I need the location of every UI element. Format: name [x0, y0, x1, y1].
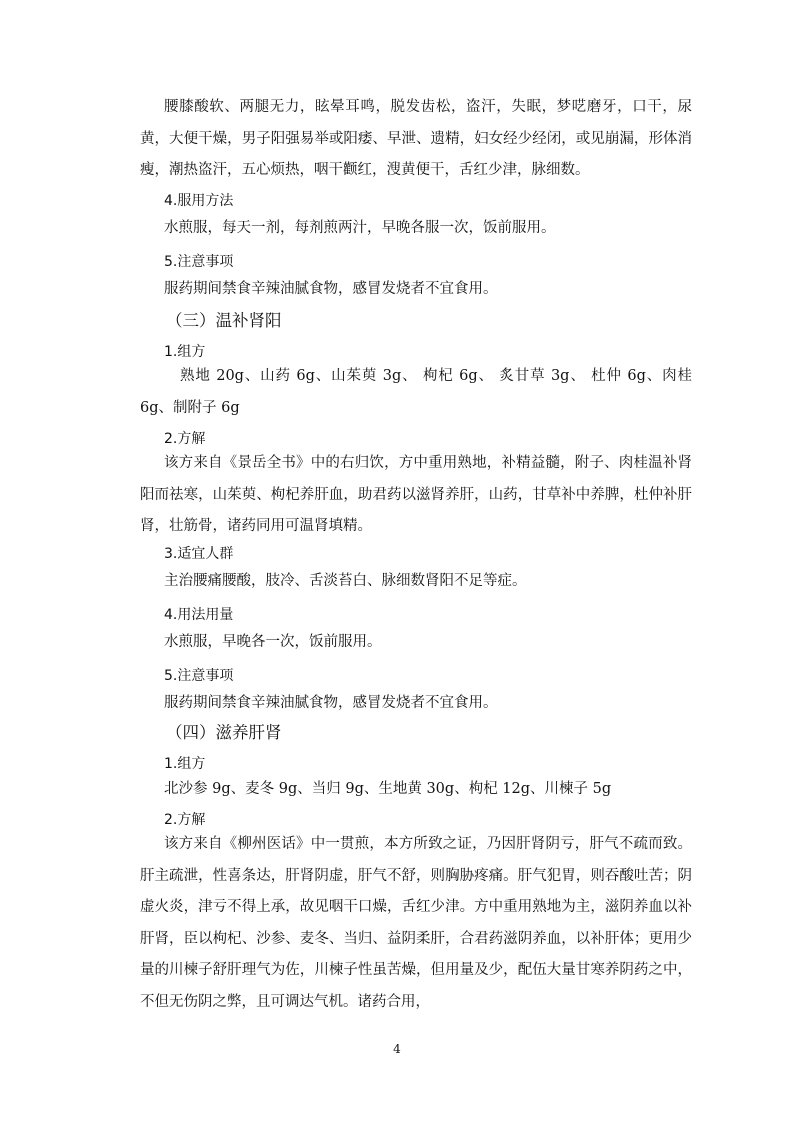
dosage-text: 水煎服，早晚各一次，饭前服用。	[164, 634, 382, 650]
precautions-text: 服药期间禁食辛辣油腻食物，感冒发烧者不宜食用。	[164, 281, 498, 297]
precautions-text-2: 服药期间禁食辛辣油腻食物，感冒发烧者不宜食用。	[164, 695, 498, 711]
heading-formula-2: 1.组方	[164, 756, 206, 772]
section-title-warm-kidney-yang: （三）温补肾阳	[166, 311, 282, 330]
heading-formula: 1.组方	[164, 344, 206, 360]
heading-explanation: 2.方解	[164, 431, 206, 447]
suitable-people-text: 主治腰痛腰酸，肢冷、舌淡苔白、脉细数肾阳不足等症。	[164, 573, 527, 589]
symptoms-paragraph: 腰膝酸软、两腿无力，眩晕耳鸣，脱发齿松，盗汗，失眠，梦呓磨牙，口干，尿黄，大便干燥，男子阳强易举或阳痿、早泄、遗精，妇女经少经闭，或见崩漏，形体消瘦，潮热盗汗，五心烦热，咽干颧红，溲黄便干，舌红少津，脉细数。	[140, 99, 692, 178]
usage-text: 水煎服，每天一剂，每剂煎两汁，早晚各服一次，饭前服用。	[164, 220, 556, 236]
section-title-nourish-liver-kidney: （四）滋养肝肾	[166, 723, 282, 742]
page-number: 4	[393, 1042, 401, 1056]
explanation-text-2: 该方来自《柳州医话》中一贯煎，本方所致之证，乃因肝肾阴亏，肝气不疏而致。肝主疏泄，性喜条达，肝肾阴虚，肝气不舒，则胸胁疼痛。肝气犯胃，则吞酸吐苦；阴虚火炎，津亏不得上承，故见咽干口燥，舌红少津。方中重用熟地为主，滋阴养血以补肝肾，臣以枸杞、沙参、麦冬、当归、益阴柔肝，合君药滋阴养血，以补肝体；更用少量的川楝子舒肝理气为佐，川楝子性虽苦燥，但用量及少，配伍大量甘寒养阴药之中，不但无伤阴之弊，且可调达气机。诸药合用，	[140, 836, 692, 1010]
heading-usage: 4.服用方法	[164, 193, 234, 209]
formula-text-2: 北沙参 9g、麦冬 9g、当归 9g、生地黄 30g、枸杞 12g、川楝子 5g	[164, 781, 612, 797]
formula-text: 熟地 20g、山药 6g、山茱萸 3g、 枸杞 6g、 炙甘草 3g、 杜仲 6g、肉桂 6g、制附子 6g	[140, 368, 692, 416]
heading-precautions-2: 5.注意事项	[164, 668, 234, 684]
explanation-text: 该方来自《景岳全书》中的右归饮，方中重用熟地，补精益髓，附子、肉桂温补肾阳而祛寒，山茱萸、枸杞养肝血，助君药以滋肾养肝，山药，甘草补中养脾，杜仲补肝肾，壮筋骨，诸药同用可温肾填精。	[140, 455, 692, 534]
heading-suitable-people: 3.适宜人群	[164, 546, 234, 562]
heading-precautions: 5.注意事项	[164, 254, 234, 270]
heading-dosage: 4.用法用量	[164, 607, 234, 623]
heading-explanation-2: 2.方解	[164, 812, 206, 828]
